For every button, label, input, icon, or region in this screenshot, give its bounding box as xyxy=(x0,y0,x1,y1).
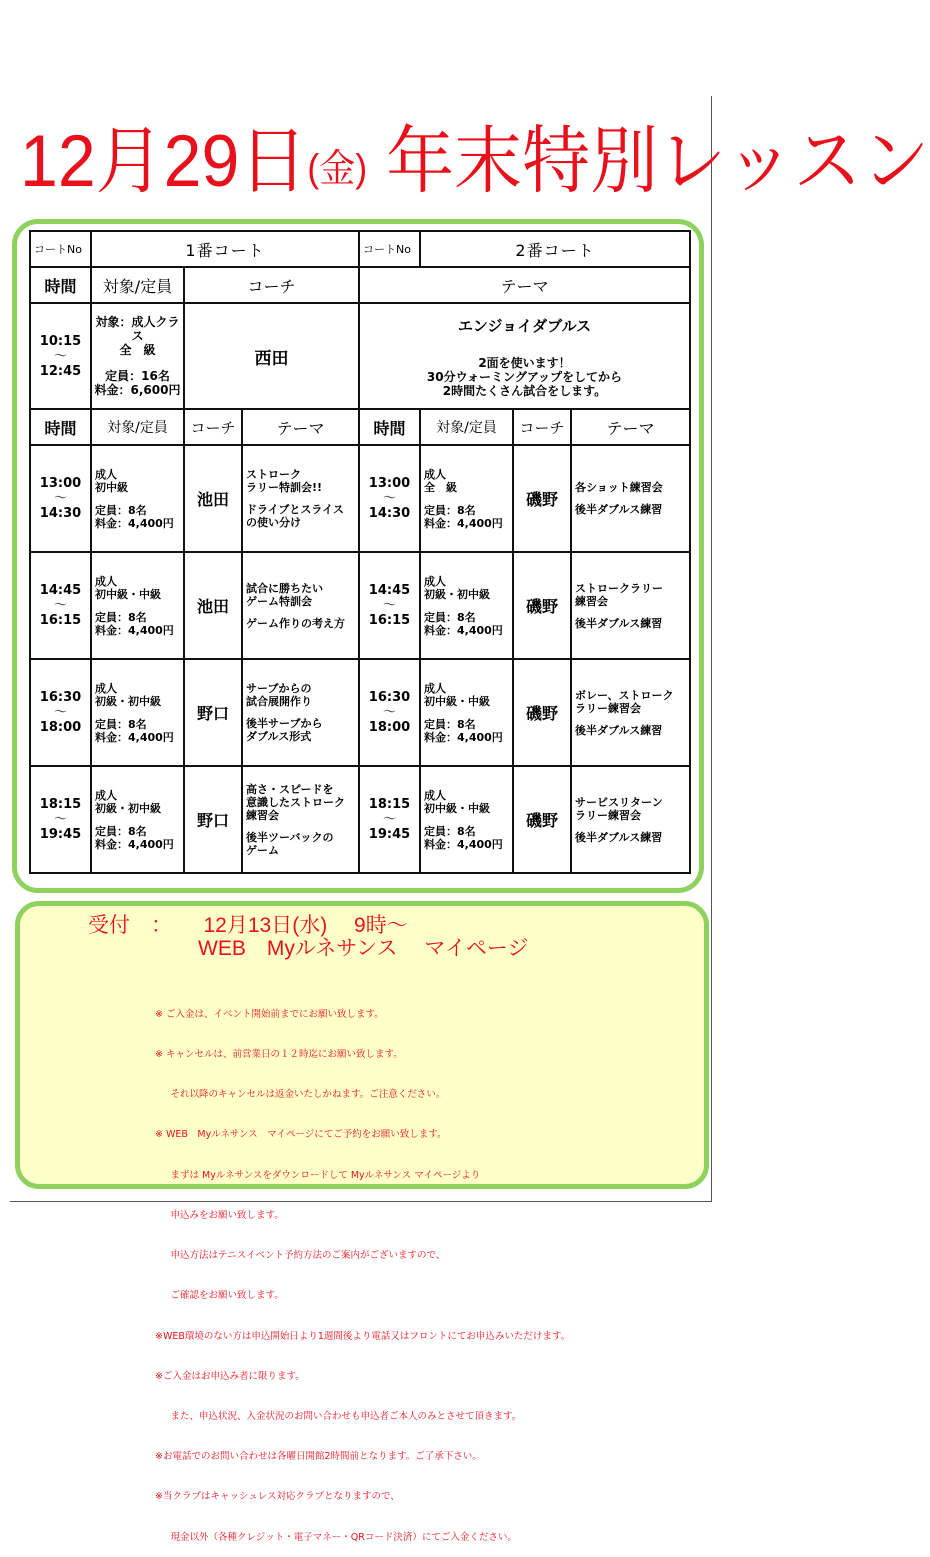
slot-target-line2: 初中級・中級 xyxy=(424,801,490,815)
morning-target xyxy=(91,303,184,409)
slot-target xyxy=(420,659,513,766)
slot-time-start: 18:15 xyxy=(39,797,82,812)
slot-target-line2: 初級・初中級 xyxy=(95,801,161,815)
note-line: 申込方法はテニスイベント予約方法のご案内がございますので、 xyxy=(155,1250,446,1262)
court-1-name: 1番コート xyxy=(91,231,359,267)
slot-theme-line4: の使い分け xyxy=(246,516,301,529)
slot-capacity: 定員：8名 xyxy=(95,503,147,517)
slot-target xyxy=(91,552,184,659)
slot-time xyxy=(359,766,420,873)
morning-target-line1: 対象：成人クラス xyxy=(95,315,180,343)
slot-theme-line2: 意識したストローク xyxy=(246,795,345,809)
header2-time-1: 時間 xyxy=(30,409,91,445)
slot-row xyxy=(30,659,690,766)
slot-theme-line2: ラリー練習会 xyxy=(575,701,641,715)
slot-theme-line2b: 練習会 xyxy=(246,808,279,822)
slot-time xyxy=(359,552,420,659)
slot-coach: 磯野 xyxy=(513,445,571,552)
slot-theme-line3: 後半ダブルス練習 xyxy=(575,830,663,844)
slot-target xyxy=(91,445,184,552)
slot-capacity: 定員：8名 xyxy=(424,717,476,731)
header-theme: テーマ xyxy=(359,267,690,303)
slot-theme-line1: サーブからの xyxy=(246,682,312,695)
court-no-label-2: コートNo xyxy=(359,231,420,267)
slot-fee: 料金：4,400円 xyxy=(424,837,503,851)
slot-time-end: 14:30 xyxy=(39,506,82,521)
slot-coach: 野口 xyxy=(184,659,242,766)
title-date: 12月29日 xyxy=(20,120,308,203)
slot-time-start: 16:30 xyxy=(368,690,411,705)
header2-target-1: 対象/定員 xyxy=(91,409,184,445)
slot-coach: 磯野 xyxy=(513,659,571,766)
slot-target xyxy=(91,659,184,766)
slot-target-line2: 初中級・中級 xyxy=(424,694,490,708)
slot-theme-line2: 試合展開作り xyxy=(246,695,312,708)
notes-list xyxy=(155,981,570,1557)
morning-target-line2: 全 級 xyxy=(119,343,156,357)
court-2-name: 2番コート xyxy=(420,231,690,267)
note-line: ※当クラブはキャッシュレス対応クラブとなりますので、 xyxy=(155,1491,400,1503)
slot-time xyxy=(30,445,91,552)
slot-theme-line3: 後半ダブルス練習 xyxy=(575,616,663,630)
slot-time-start: 14:45 xyxy=(39,583,82,598)
slot-coach: 磯野 xyxy=(513,766,571,873)
slot-time-tilde: ～ xyxy=(53,598,67,613)
title-event: 年末特別レッスン xyxy=(386,120,930,203)
slot-theme xyxy=(242,445,359,552)
slot-target-line2: 初級・初中級 xyxy=(424,587,490,601)
title-weekday: (金) xyxy=(307,146,368,191)
note-line: ※ ご入金は、イベント開始前までにお願い致します。 xyxy=(155,1008,384,1020)
slot-capacity: 定員：8名 xyxy=(424,824,476,838)
header2-coach-1: コーチ xyxy=(184,409,242,445)
slot-theme-line3: 後半サーブから xyxy=(246,717,323,730)
court-row xyxy=(30,231,690,267)
slot-time-end: 16:15 xyxy=(39,613,82,628)
slot-theme-line2: ラリー特訓会!! xyxy=(246,481,323,494)
slot-time-end: 19:45 xyxy=(368,827,411,842)
slot-theme-line3: ドライブとスライス xyxy=(246,503,344,516)
slot-theme-line2: ラリー練習会 xyxy=(575,808,641,822)
slot-time-tilde: ～ xyxy=(382,812,396,827)
slot-theme-line1: ボレー、ストローク xyxy=(575,688,674,702)
slot-time-end: 14:30 xyxy=(368,506,411,521)
slot-row xyxy=(30,552,690,659)
slot-theme-line4: ゲーム xyxy=(246,843,279,857)
slot-time-end: 18:00 xyxy=(39,720,82,735)
slot-capacity: 定員：8名 xyxy=(95,717,147,731)
note-line: まずは Myルネサンスをダウンロードして Myルネサンス マイページより xyxy=(155,1169,481,1181)
header2-target-2: 対象/定員 xyxy=(420,409,513,445)
slot-theme-line2: ゲーム特訓会 xyxy=(246,594,312,608)
header-row-2 xyxy=(30,409,690,445)
note-line: ※お電話でのお問い合わせは各曜日開館2時間前となります。ご了承下さい。 xyxy=(155,1451,482,1463)
slot-theme-line3: 後半ツーバックの xyxy=(246,830,334,844)
slot-time-start: 18:15 xyxy=(368,797,411,812)
slot-time-tilde: ～ xyxy=(382,598,396,613)
header2-time-2: 時間 xyxy=(359,409,420,445)
morning-row xyxy=(30,303,690,409)
morning-coach: 西田 xyxy=(184,303,359,409)
slot-coach: 池田 xyxy=(184,445,242,552)
slot-time-end: 19:45 xyxy=(39,827,82,842)
court-no-label-1: コートNo xyxy=(30,231,91,267)
morning-fee: 料金：6,600円 xyxy=(94,383,181,397)
slot-theme-line3: ゲーム作りの考え方 xyxy=(246,616,345,630)
slot-target-line1: 成人 xyxy=(95,467,117,481)
note-line: 現金以外（各種クレジット・電子マネー・QRコード決済）にてご入金ください。 xyxy=(155,1531,517,1543)
page-border-right xyxy=(711,96,712,1202)
slot-target-line2: 全 級 xyxy=(424,480,457,494)
slot-fee: 料金：4,400円 xyxy=(95,730,174,744)
slot-time-tilde: ～ xyxy=(382,491,396,506)
slot-time xyxy=(30,552,91,659)
slot-time-tilde: ～ xyxy=(53,812,67,827)
header-target: 対象/定員 xyxy=(91,267,184,303)
note-line: ※WEB環境のない方は申込開始日より1週間後より電話又はフロントにてお申込みいただけます。 xyxy=(155,1330,571,1342)
slot-theme xyxy=(242,659,359,766)
slot-target xyxy=(91,766,184,873)
morning-theme-line1: 2面を使います！ xyxy=(478,355,571,370)
morning-capacity: 定員：16名 xyxy=(105,369,170,383)
note-line: ご確認をお願い致します。 xyxy=(155,1290,284,1302)
slot-fee: 料金：4,400円 xyxy=(95,623,174,637)
slot-target-line1: 成人 xyxy=(424,681,446,695)
slot-row xyxy=(30,766,690,873)
slot-capacity: 定員：8名 xyxy=(95,824,147,838)
morning-theme xyxy=(359,303,690,409)
slot-fee: 料金：4,400円 xyxy=(424,516,503,530)
morning-theme-title: エンジョイダブルス xyxy=(457,316,592,335)
slot-time-end: 16:15 xyxy=(368,613,411,628)
slot-capacity: 定員：8名 xyxy=(424,610,476,624)
slot-coach: 池田 xyxy=(184,552,242,659)
slot-fee: 料金：4,400円 xyxy=(424,623,503,637)
slot-time-tilde: ～ xyxy=(53,705,67,720)
schedule-table xyxy=(29,230,691,874)
slot-time xyxy=(30,766,91,873)
slot-theme-line1: ストロークラリー xyxy=(575,581,663,595)
morning-time-tilde: ～ xyxy=(53,348,67,364)
morning-theme-line2: 30分ウォーミングアップをしてから xyxy=(426,369,623,384)
morning-theme-line3: 2時間たくさん試合をします。 xyxy=(442,383,607,398)
slot-theme-line4: ダブルス形式 xyxy=(246,730,312,743)
slot-time xyxy=(359,659,420,766)
slot-target-line1: 成人 xyxy=(95,574,117,588)
slot-theme xyxy=(571,552,690,659)
slot-time-tilde: ～ xyxy=(382,705,396,720)
morning-time-end: 12:45 xyxy=(39,363,82,379)
slot-coach: 野口 xyxy=(184,766,242,873)
slot-theme-line1: ストローク xyxy=(246,468,301,481)
header-row-1 xyxy=(30,267,690,303)
slot-target-line2: 初中級 xyxy=(95,480,128,494)
slot-theme xyxy=(571,445,690,552)
slot-theme xyxy=(242,766,359,873)
header2-coach-2: コーチ xyxy=(513,409,571,445)
slot-time-start: 13:00 xyxy=(368,476,411,491)
slot-time-end: 18:00 xyxy=(368,720,411,735)
slot-time-start: 13:00 xyxy=(39,476,82,491)
slot-theme-line3: 後半ダブルス練習 xyxy=(575,723,663,737)
slot-time xyxy=(359,445,420,552)
slot-fee: 料金：4,400円 xyxy=(424,730,503,744)
slot-theme-line3: 後半ダブルス練習 xyxy=(575,503,663,516)
slot-theme-line1: 各ショット練習会 xyxy=(575,481,663,494)
slot-theme xyxy=(571,659,690,766)
slot-target-line1: 成人 xyxy=(95,788,117,802)
slot-theme-line1: 試合に勝ちたい xyxy=(246,581,323,595)
slot-theme xyxy=(571,766,690,873)
slot-theme-line1: サービスリターン xyxy=(575,795,663,809)
reception-line2: WEB Myルネサンス マイページ xyxy=(198,937,529,960)
morning-time xyxy=(30,303,91,409)
header-coach: コーチ xyxy=(184,267,359,303)
slot-target-line1: 成人 xyxy=(424,574,446,588)
slot-target xyxy=(420,766,513,873)
slot-target-line2: 初級・初中級 xyxy=(95,694,161,708)
reception-line1: 受付 ： 12月13日(水) 9時～ xyxy=(88,914,408,937)
slot-target xyxy=(420,445,513,552)
slot-time-tilde: ～ xyxy=(53,491,67,506)
slot-target-line2: 初中級・中級 xyxy=(95,587,161,601)
note-line: ※ご入金はお申込み者に限ります。 xyxy=(155,1370,305,1382)
header-time: 時間 xyxy=(30,267,91,303)
slot-time xyxy=(30,659,91,766)
slot-capacity: 定員：8名 xyxy=(95,610,147,624)
slot-row xyxy=(30,445,690,552)
note-line: また、申込状況、入金状況のお問い合わせも申込者ご本人のみとさせて頂きます。 xyxy=(155,1411,522,1422)
slot-target-line1: 成人 xyxy=(424,467,446,481)
slot-theme-line1: 高さ・スピードを xyxy=(246,782,334,796)
slot-coach: 磯野 xyxy=(513,552,571,659)
slot-target xyxy=(420,552,513,659)
slot-theme-line2: 練習会 xyxy=(575,594,608,608)
page-title xyxy=(20,118,930,204)
slot-capacity: 定員：8名 xyxy=(424,503,476,517)
slot-fee: 料金：4,400円 xyxy=(95,516,174,530)
header2-theme-1: テーマ xyxy=(242,409,359,445)
header2-theme-2: テーマ xyxy=(571,409,690,445)
note-line: それ以降のキャンセルは返金いたしかねます。ご注意ください。 xyxy=(155,1089,446,1101)
note-line: ※ WEB Myルネサンス マイページにてご予約をお願い致します。 xyxy=(155,1129,447,1141)
note-line: 申込みをお願い致します。 xyxy=(155,1209,284,1221)
slot-target-line1: 成人 xyxy=(424,788,446,802)
slot-time-start: 14:45 xyxy=(368,583,411,598)
slot-fee: 料金：4,400円 xyxy=(95,837,174,851)
slot-target-line1: 成人 xyxy=(95,681,117,695)
morning-time-start: 10:15 xyxy=(39,333,82,349)
reception-info xyxy=(88,914,529,960)
slot-theme xyxy=(242,552,359,659)
slot-time-start: 16:30 xyxy=(39,690,82,705)
note-line: ※ キャンセルは、前営業日の１２時迄にお願い致します。 xyxy=(155,1049,403,1061)
